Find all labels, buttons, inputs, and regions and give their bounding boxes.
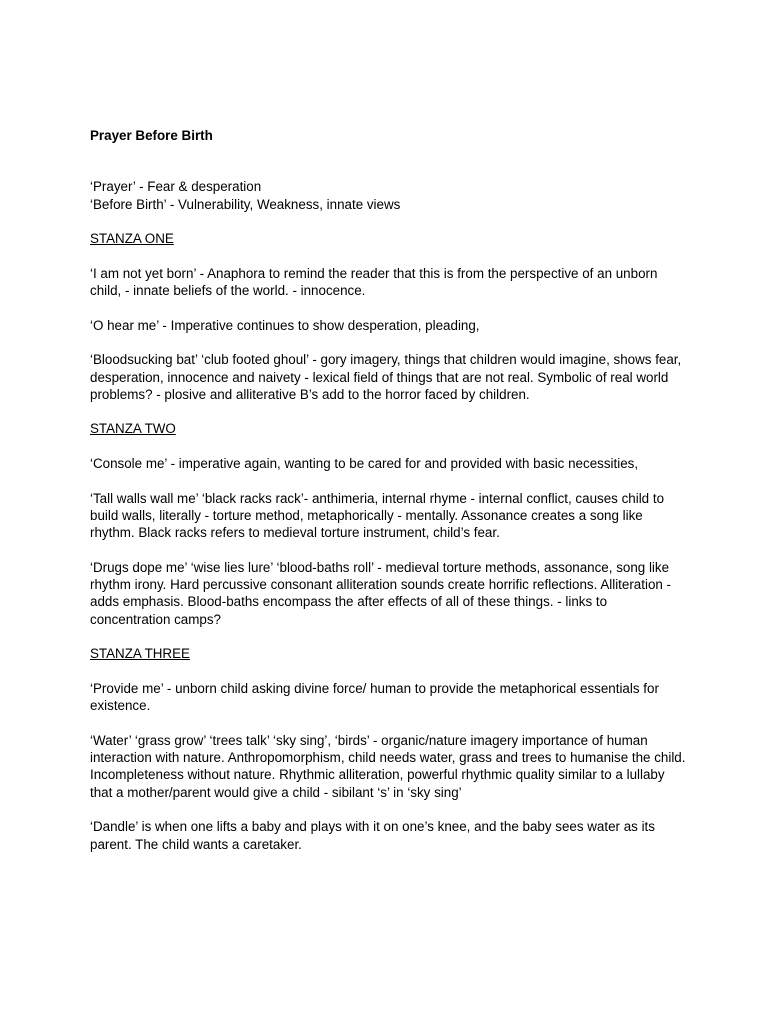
document-title: Prayer Before Birth <box>90 128 213 143</box>
intro-block <box>90 178 690 213</box>
paragraph: ‘Tall walls wall me’ ‘black racks rack’- anthimeria, internal rhyme - internal conflict, causes child to build walls, literally - torture method, metaphorically - mentally. Assonance creates a song like rhythm. Black racks refers to medieval torture instrument, child’s fear. <box>90 490 665 541</box>
paragraph: ‘Bloodsucking bat’ ‘club footed ghoul’ - gory imagery, things that children would imagine, shows fear, desperation, innocence and naivety - lexical field of things that are not real. Symbolic of real world problems? - plosive and alliterative B’s add to the horror faced by children. <box>90 352 682 402</box>
paragraph: ‘Provide me’ - unborn child asking divine force/ human to provide the metaphorical essentials for existence. <box>90 680 659 714</box>
paragraph: ‘O hear me’ - Imperative continues to show desperation, pleading, <box>90 317 480 333</box>
intro-line: ‘Before Birth’ - Vulnerability, Weakness, innate views <box>90 196 401 212</box>
paragraph: ‘Dandle’ is when one lifts a baby and plays with it on one’s knee, and the baby sees water as its parent. The child wants a caretaker. <box>90 819 655 852</box>
document-body <box>90 127 690 870</box>
stanza-three-heading: STANZA THREE <box>90 646 190 662</box>
intro-line: ‘Prayer’ - Fear & desperation <box>90 179 262 195</box>
paragraph: ‘Water’ ‘grass grow’ ‘trees talk’ ‘sky sing’, ‘birds’ - organic/nature imagery importance of human interaction with nature. Anthropomorphism, child needs water, grass and trees to humanise the child. Incompleteness without nature. Rhythmic alliteration, powerful rhythmic quality similar to a lullaby that a mother/parent would give a child - sibilant ‘s’ in ‘sky sing’ <box>90 732 686 800</box>
paragraph: ‘Console me’ - imperative again, wanting to be cared for and provided with basic necessities, <box>90 456 639 472</box>
stanza-two-heading: STANZA TWO <box>90 421 176 437</box>
paragraph: ‘Drugs dope me’ ‘wise lies lure’ ‘blood-baths roll’ - medieval torture methods, assonance, song like rhythm irony. Hard percussive consonant alliteration sounds create horrific reflections. Alliteration - adds emphasis. Blood-baths encompass the after effects of all of these things. - links to concentration camps? <box>90 559 672 627</box>
stanza-one-heading: STANZA ONE <box>90 231 174 247</box>
paragraph: ‘I am not yet born’ - Anaphora to remind the reader that this is from the perspective of an unborn child, - innate beliefs of the world. - innocence. <box>90 265 658 299</box>
